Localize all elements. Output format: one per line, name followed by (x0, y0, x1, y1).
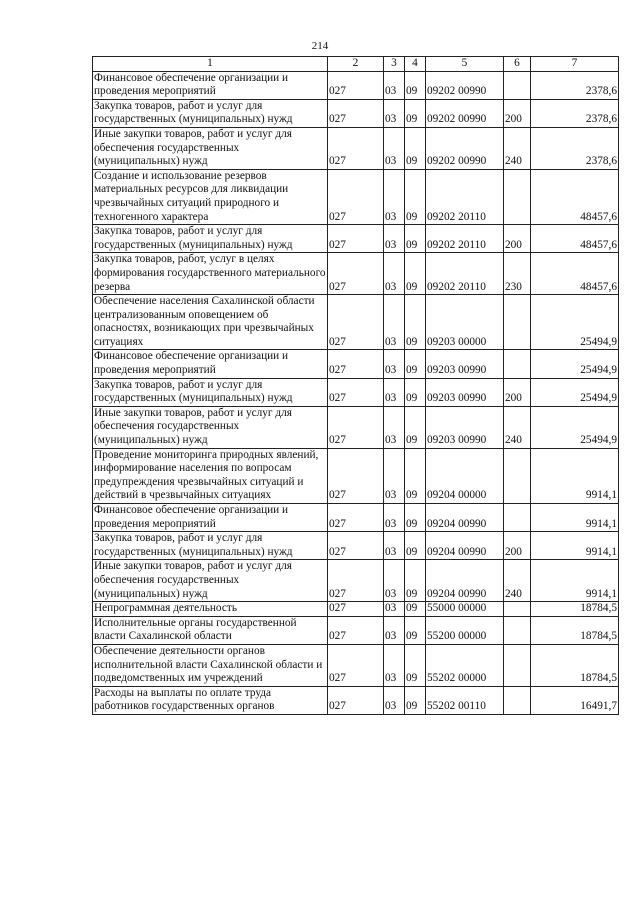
row-amount: 25494,9 (531, 350, 619, 378)
table-row (93, 71, 619, 99)
row-amount: 25494,9 (531, 295, 619, 350)
table-row (93, 99, 619, 127)
row-admin-code: 027 (328, 253, 384, 295)
table-row (93, 602, 619, 617)
row-subsection: 09 (405, 602, 426, 617)
row-admin-code: 027 (328, 406, 384, 448)
row-name: Закупка товаров, работ и услуг для государственных (муниципальных) нужд (93, 378, 328, 406)
row-section: 03 (384, 350, 405, 378)
row-target-code: 55202 00110 (426, 686, 504, 714)
row-section: 03 (384, 71, 405, 99)
row-subsection: 09 (405, 616, 426, 644)
row-expense-type: 200 (504, 532, 531, 560)
row-section: 03 (384, 295, 405, 350)
row-amount: 2378,6 (531, 127, 619, 169)
row-target-code: 09202 00990 (426, 71, 504, 99)
row-name: Обеспечение населения Сахалинской области централизованным оповещением об опасностях, возникающих при чрезвычайных ситуациях (93, 295, 328, 350)
page-number: 214 (311, 40, 329, 52)
row-amount: 48457,6 (531, 253, 619, 295)
row-admin-code: 027 (328, 378, 384, 406)
table-row (93, 127, 619, 169)
row-admin-code: 027 (328, 295, 384, 350)
row-name: Закупка товаров, работ и услуг для государственных (муниципальных) нужд (93, 225, 328, 253)
row-target-code: 09204 00990 (426, 504, 504, 532)
table-row (93, 448, 619, 503)
row-amount: 48457,6 (531, 169, 619, 224)
row-amount: 25494,9 (531, 406, 619, 448)
row-admin-code: 027 (328, 686, 384, 714)
row-subsection: 09 (405, 406, 426, 448)
row-subsection: 09 (405, 99, 426, 127)
row-amount: 25494,9 (531, 378, 619, 406)
row-target-code: 09203 00000 (426, 295, 504, 350)
table-row (93, 504, 619, 532)
row-target-code: 09202 20110 (426, 225, 504, 253)
header-col-4: 4 (405, 57, 426, 72)
row-section: 03 (384, 560, 405, 602)
row-expense-type: 200 (504, 378, 531, 406)
header-col-1: 1 (93, 57, 328, 72)
header-col-7: 7 (531, 57, 619, 72)
row-target-code: 09203 00990 (426, 350, 504, 378)
row-amount: 18784,5 (531, 644, 619, 686)
row-admin-code: 027 (328, 602, 384, 617)
row-amount: 2378,6 (531, 71, 619, 99)
row-section: 03 (384, 686, 405, 714)
row-name: Иные закупки товаров, работ и услуг для обеспечения государственных (муниципальных) нужд (93, 560, 328, 602)
row-subsection: 09 (405, 169, 426, 224)
row-target-code: 09204 00000 (426, 448, 504, 503)
row-amount: 9914,1 (531, 532, 619, 560)
row-section: 03 (384, 448, 405, 503)
row-section: 03 (384, 127, 405, 169)
row-admin-code: 027 (328, 225, 384, 253)
row-name: Финансовое обеспечение организации и проведения мероприятий (93, 71, 328, 99)
row-subsection: 09 (405, 225, 426, 253)
table-row (93, 169, 619, 224)
row-section: 03 (384, 99, 405, 127)
row-expense-type (504, 616, 531, 644)
table-row (93, 225, 619, 253)
row-admin-code: 027 (328, 644, 384, 686)
row-name: Финансовое обеспечение организации и проведения мероприятий (93, 350, 328, 378)
table-row (93, 406, 619, 448)
row-name: Закупка товаров, работ, услуг в целях формирования государственного материального резерва (93, 253, 328, 295)
row-subsection: 09 (405, 378, 426, 406)
row-name: Непрограммная деятельность (93, 602, 328, 617)
row-subsection: 09 (405, 71, 426, 99)
table-row (93, 644, 619, 686)
row-target-code: 09203 00990 (426, 378, 504, 406)
row-target-code: 09204 00990 (426, 532, 504, 560)
row-admin-code: 027 (328, 532, 384, 560)
row-name: Создание и использование резервов материальных ресурсов для ликвидации чрезвычайных ситуаций природного и техногенного характера (93, 169, 328, 224)
row-expense-type (504, 686, 531, 714)
row-target-code: 09202 20110 (426, 169, 504, 224)
row-section: 03 (384, 169, 405, 224)
row-admin-code: 027 (328, 616, 384, 644)
row-subsection: 09 (405, 532, 426, 560)
row-amount: 2378,6 (531, 99, 619, 127)
row-section: 03 (384, 406, 405, 448)
table-row (93, 253, 619, 295)
row-name: Обеспечение деятельности органов исполнительной власти Сахалинской области и подведомственных им учреждений (93, 644, 328, 686)
row-target-code: 55202 00000 (426, 644, 504, 686)
row-subsection: 09 (405, 504, 426, 532)
row-admin-code: 027 (328, 560, 384, 602)
row-expense-type (504, 602, 531, 617)
row-amount: 9914,1 (531, 560, 619, 602)
row-subsection: 09 (405, 253, 426, 295)
row-subsection: 09 (405, 560, 426, 602)
row-admin-code: 027 (328, 448, 384, 503)
row-name: Проведение мониторинга природных явлений, информирование населения по вопросам предупреждения чрезвычайных ситуаций и действий в чрезвычайных ситуациях (93, 448, 328, 503)
row-expense-type (504, 644, 531, 686)
row-target-code: 09204 00990 (426, 560, 504, 602)
row-target-code: 55000 00000 (426, 602, 504, 617)
row-amount: 18784,5 (531, 602, 619, 617)
header-col-3: 3 (384, 57, 405, 72)
row-section: 03 (384, 532, 405, 560)
row-target-code: 09202 20110 (426, 253, 504, 295)
row-expense-type (504, 71, 531, 99)
row-expense-type (504, 295, 531, 350)
row-expense-type (504, 169, 531, 224)
row-section: 03 (384, 253, 405, 295)
row-name: Закупка товаров, работ и услуг для государственных (муниципальных) нужд (93, 532, 328, 560)
row-subsection: 09 (405, 448, 426, 503)
row-expense-type (504, 448, 531, 503)
header-row (93, 57, 619, 72)
row-name: Иные закупки товаров, работ и услуг для обеспечения государственных (муниципальных) нужд (93, 406, 328, 448)
row-admin-code: 027 (328, 127, 384, 169)
header-col-6: 6 (504, 57, 531, 72)
row-name: Иные закупки товаров, работ и услуг для обеспечения государственных (муниципальных) нужд (93, 127, 328, 169)
row-amount: 18784,5 (531, 616, 619, 644)
row-admin-code: 027 (328, 99, 384, 127)
row-name: Расходы на выплаты по оплате труда работников государственных органов (93, 686, 328, 714)
row-expense-type: 240 (504, 127, 531, 169)
row-section: 03 (384, 602, 405, 617)
table-row (93, 350, 619, 378)
row-section: 03 (384, 644, 405, 686)
row-section: 03 (384, 616, 405, 644)
table-row (93, 686, 619, 714)
table-row (93, 532, 619, 560)
row-admin-code: 027 (328, 504, 384, 532)
row-subsection: 09 (405, 644, 426, 686)
row-expense-type: 200 (504, 99, 531, 127)
budget-table (92, 56, 619, 715)
row-expense-type: 230 (504, 253, 531, 295)
row-subsection: 09 (405, 127, 426, 169)
row-target-code: 09203 00990 (426, 406, 504, 448)
row-name: Закупка товаров, работ и услуг для государственных (муниципальных) нужд (93, 99, 328, 127)
row-section: 03 (384, 504, 405, 532)
row-section: 03 (384, 378, 405, 406)
row-subsection: 09 (405, 295, 426, 350)
row-expense-type: 240 (504, 406, 531, 448)
row-expense-type: 240 (504, 560, 531, 602)
table-row (93, 560, 619, 602)
row-name: Финансовое обеспечение организации и проведения мероприятий (93, 504, 328, 532)
row-target-code: 09202 00990 (426, 99, 504, 127)
header-col-5: 5 (426, 57, 504, 72)
table-row (93, 378, 619, 406)
row-expense-type (504, 350, 531, 378)
header-col-2: 2 (328, 57, 384, 72)
row-subsection: 09 (405, 350, 426, 378)
row-amount: 9914,1 (531, 448, 619, 503)
row-section: 03 (384, 225, 405, 253)
table-row (93, 295, 619, 350)
row-admin-code: 027 (328, 350, 384, 378)
row-expense-type (504, 504, 531, 532)
row-expense-type: 200 (504, 225, 531, 253)
row-amount: 48457,6 (531, 225, 619, 253)
row-amount: 9914,1 (531, 504, 619, 532)
row-admin-code: 027 (328, 71, 384, 99)
table-row (93, 616, 619, 644)
row-admin-code: 027 (328, 169, 384, 224)
row-name: Исполнительные органы государственной власти Сахалинской области (93, 616, 328, 644)
row-amount: 16491,7 (531, 686, 619, 714)
row-target-code: 55200 00000 (426, 616, 504, 644)
row-target-code: 09202 00990 (426, 127, 504, 169)
row-subsection: 09 (405, 686, 426, 714)
